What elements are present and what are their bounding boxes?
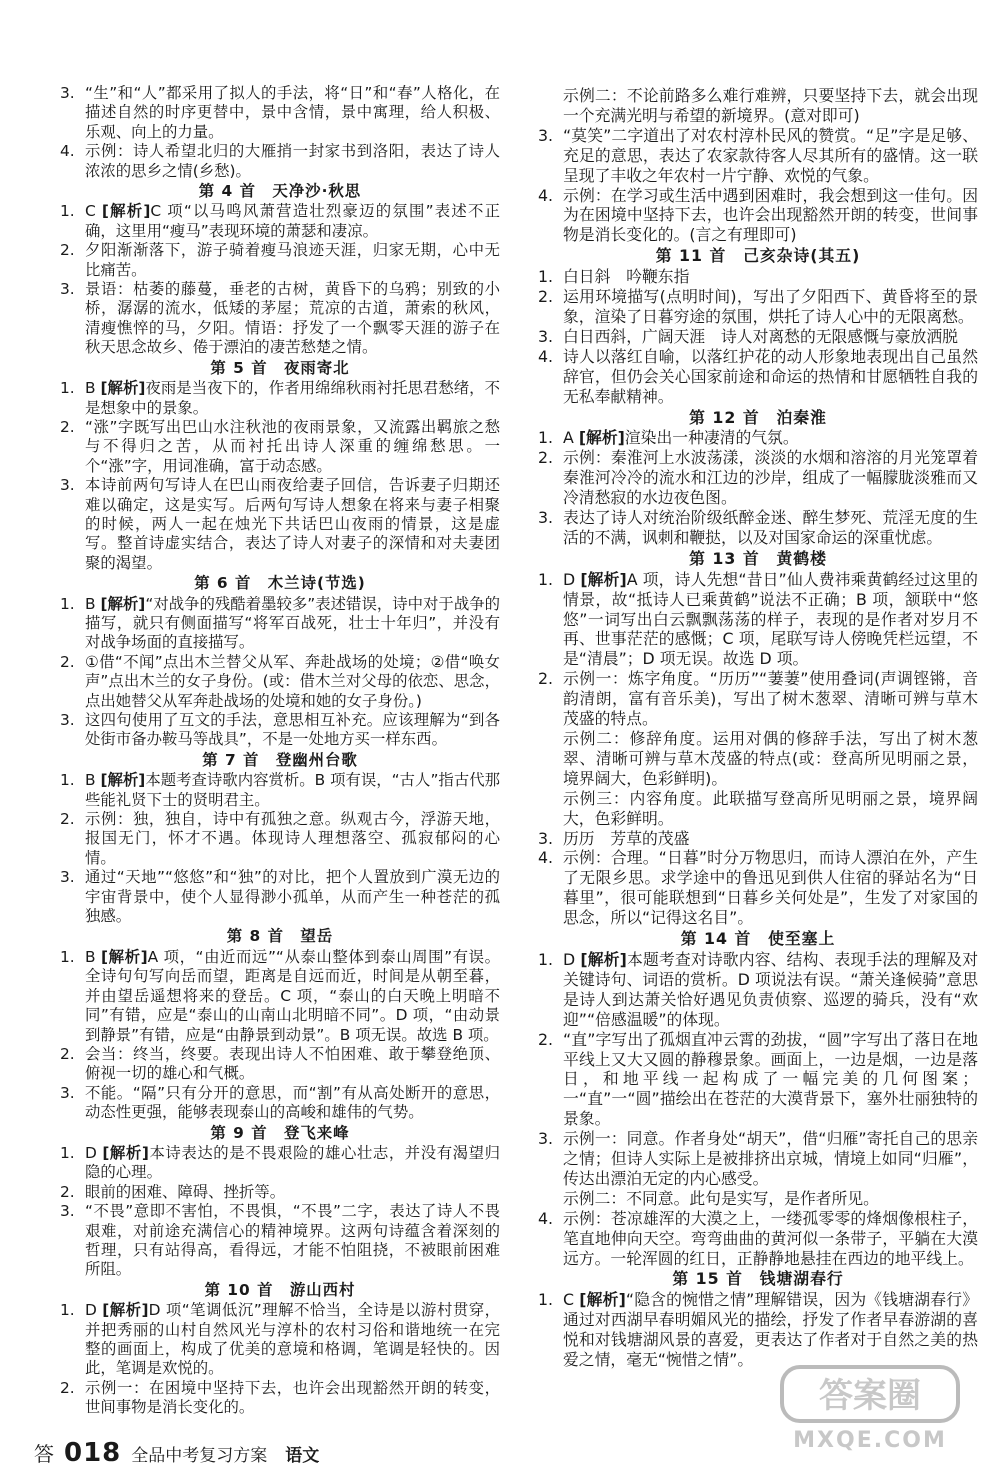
choice-answer: B (85, 947, 102, 966)
answer-item (60, 1183, 500, 1202)
item-text: 示例：秦淮河上水波荡漾，淡淡的水烟和溶溶的月光笼罩着秦淮河冷冷的流水和江边的沙岸，组成了一幅朦胧淡雅而又冷清愁寂的水边夜色图。 (563, 448, 978, 508)
item-number: 3. (60, 1083, 75, 1102)
answer-item (60, 379, 500, 418)
item-text: 示例：合理。“日暮”时分万物思归，而诗人漂泊在外，产生了无限乡思。求学途中的鲁迅见到供人住宿的驿站名为“日暮里”，很可能联想到“日暮乡关何处是”，生发了对家国的思念，所以“记得这名目”。 (563, 848, 978, 928)
item-number: 1. (538, 569, 554, 589)
answer-continuation: 示例二：不同意。此句是实写，是作者所见。 (563, 1188, 879, 1208)
section-heading: 第 4 首 天净沙·秋思 (198, 182, 362, 201)
answer-item (538, 829, 978, 849)
answer-item (538, 848, 978, 928)
section-heading: 第 9 首 登飞来峰 (210, 1123, 350, 1142)
item-number: 2. (60, 1044, 75, 1063)
item-text: 示例一：同意。作者身处“胡天”，借“归雁”寄托自己的思亲之情；但诗人实际上是被排挤出京城，情境上如同“归雁”，传达出漂泊无定的内心感受。 (563, 1129, 978, 1188)
item-text: 诗人以落红自喻，以落红护花的动人形象地表现出自己虽然辞官，但仍会关心国家前途和命运的热情和甘愿牺牲自我的无私奉献精神。 (563, 346, 978, 406)
item-text: “直”字写出了孤烟直冲云霄的劲拔，“圆”字写出了落日在地平线上又大又圆的静穆景象。画面上，一边是烟，一边是落日，和地平线一起构成了一幅完美的几何图案；一“直”一“圆”描绘出在苍茫的大漠背景下，塞外壮丽独特的景象。 (563, 1029, 978, 1129)
page-footer (34, 1438, 319, 1468)
choice-answer: D (85, 1143, 103, 1162)
item-number: 1. (538, 428, 554, 448)
item-text: 示例一：炼字角度。“历历”“萋萋”使用叠词(声调铿锵，音韵清朗，富有音乐美)，写出了树木葱翠、清晰可辨与草木茂盛的特点。 (563, 669, 978, 729)
item-text: 渲染出一种凄清的气氛。 (624, 428, 799, 448)
watermark-logo-icon (764, 1361, 974, 1457)
item-text: “对战争的残酷着墨较多”表述错误，诗中对于战争的描写，就只有侧面描写“将军百战死，壮士十年归”，并没有对战争场面的直接描写。 (85, 594, 501, 652)
section-heading: 第 5 首 夜雨寄北 (210, 358, 350, 377)
item-text: 本题考查诗歌内容赏析。B 项有误，“古人”指古代那些能礼贤下士的贤明君主。 (85, 771, 500, 809)
item-text: 不能。“隔”只有分开的意思，而“割”有从高处断开的意思，动态性更强，能够表现泰山的高峻和雄伟的气势。 (85, 1083, 500, 1122)
item-text: D 项“笔调低沉”理解不恰当，全诗是以游村贯穿，并把秀丽的山村自然风光与淳朴的农村习俗和谐地统一在完整的画面上，构成了优美的意境和格调，笔调是轻快的。因此，笔调是欢悦的。 (85, 1301, 500, 1378)
choice-answer: D (563, 569, 581, 589)
analysis-tag: [解析] (102, 1143, 149, 1162)
section-heading: 第 11 首 己亥杂诗(其五) (655, 246, 861, 266)
choice-answer: B (85, 594, 101, 613)
item-number: 4. (60, 142, 75, 161)
answer-item (538, 347, 978, 407)
item-text: 示例一：在困境中坚持下去，也许会出现豁然开朗的转变，世间事物是消长变化的。 (85, 1378, 500, 1417)
answer-item (60, 280, 500, 358)
answer-item (538, 508, 978, 548)
analysis-tag: [解析] (580, 569, 627, 589)
item-text: 本诗表达的是不畏艰险的雄心壮志，并没有渴望归隐的心理。 (85, 1143, 500, 1182)
item-number: 1. (60, 947, 75, 966)
item-text: 示例：苍凉雄浑的大漠之上，一缕孤零零的烽烟像根柱子，笔直地伸向天空。弯弯曲曲的黄河似一条带子，平躺在大漠远方。一轮浑圆的红日，正静静地悬挂在西边的地平线上。 (563, 1208, 978, 1268)
item-number: 3. (538, 125, 554, 145)
answer-item (60, 1084, 500, 1123)
watermark-text: 答案圈 (819, 1376, 921, 1416)
item-number: 1. (60, 202, 75, 221)
item-text: 眼前的困难、障碍、挫折等。 (85, 1182, 286, 1201)
item-text: 通过“天地”“悠悠”和“独”的对比，把个人置放到广漠无边的宇宙背景中，使个人显得渺小孤单，从而产生一种苍茫的孤独感。 (85, 868, 500, 926)
answer-item (60, 202, 500, 241)
item-number: 2. (538, 287, 554, 307)
item-text: 表达了诗人对统治阶级纸醉金迷、醉生梦死、荒淫无度的生活的不满，讽刺和鞭挞，以及对国家命运的深重忧虑。 (563, 508, 978, 547)
analysis-tag: [解析] (579, 1290, 626, 1310)
item-number: 4. (538, 346, 554, 366)
item-text: A 项，诗人先想“昔日”仙人费祎乘黄鹤经过这里的情景，故“抵诗人已乘黄鹤”说法不正确；B 项，颔联中“悠悠”一词写出白云飘飘荡荡的样子，表现的是作者对岁月不再、世事茫茫的感慨；C 项，尾联写诗人傍晚凭栏远望，不是“清晨”；D 项无误。故选 D 项。 (563, 569, 978, 669)
analysis-tag: [解析] (101, 202, 151, 221)
analysis-tag: [解析] (578, 428, 625, 448)
answer-item (60, 1144, 500, 1183)
answer-item (60, 1379, 500, 1418)
item-text: 白日西斜，广阔天涯 诗人对离愁的无限感慨与豪放洒脱 (563, 326, 958, 346)
item-number: 2. (60, 810, 75, 829)
answer-item (60, 868, 500, 926)
answer-item (60, 653, 500, 711)
answer-item (538, 570, 978, 670)
item-number: 3. (60, 84, 75, 102)
answer-item (60, 142, 500, 181)
item-number: 2. (60, 652, 75, 671)
item-number: 4. (538, 848, 554, 868)
item-number: 3. (60, 280, 75, 299)
item-text: “不畏”意即不害怕，不畏惧，“不畏”二字，表达了诗人不畏艰难，对前途充满信心的精神境界。这两句诗蕴含着深刻的哲理，只有站得高，看得远，才能不怕阻挠，不被眼前困难所阻。 (85, 1202, 500, 1279)
answer-item (60, 810, 500, 868)
section-heading: 第 10 首 游山西村 (204, 1280, 356, 1299)
answer-continuation: 示例二：修辞角度。运用对偶的修辞手法，写出了树木葱翠、清晰可辨与草木茂盛的特点(或：登高所见明丽之景，境界阔大，色彩鲜明)。 (563, 729, 978, 788)
item-text: 历历 芳草的茂盛 (563, 828, 690, 848)
answer-item (60, 241, 500, 280)
item-number: 1. (538, 949, 554, 969)
item-text: 夜雨是当夜下的，作者用绵绵秋雨衬托思君愁绪，不是想象中的景象。 (85, 379, 500, 417)
answer-item (538, 287, 978, 327)
page-number: 018 (64, 1438, 122, 1468)
item-number: 2. (60, 1378, 75, 1397)
watermark-url: MXQE.COM (793, 1428, 947, 1453)
answer-item (538, 1290, 978, 1370)
answer-item (60, 948, 500, 1045)
answer-continuation: 示例二：不论前路多么难行难辨，只要坚持下去，就会出现一个充满光明与希望的新境界。(意对即可) (563, 86, 978, 125)
section-heading: 第 13 首 黄鹤楼 (689, 548, 827, 568)
item-text: C 项“以马鸣风萧营造壮烈豪迈的氛围”表述不正确，这里用“瘦马”表现环境的萧瑟和凄凉。 (85, 202, 500, 240)
item-number: 4. (538, 1208, 554, 1228)
footer-answer-mark: 答 (34, 1442, 54, 1466)
choice-answer: C (563, 1290, 580, 1310)
item-text: “莫笑”二字道出了对农村淳朴民风的赞赏。“足”字是足够、充足的意思，表达了农家款待客人尽其所有的盛情。这一联呈现了丰收之年农村一片宁静、欢悦的气象。 (563, 125, 978, 185)
section-heading: 第 15 首 钱塘湖春行 (672, 1269, 844, 1289)
analysis-tag: [解析] (100, 379, 146, 398)
section-heading: 第 12 首 泊秦淮 (689, 407, 827, 427)
answer-item (60, 595, 500, 653)
analysis-tag: [解析] (580, 949, 627, 969)
item-number: 2. (538, 448, 554, 468)
item-text: “生”和“人”都采用了拟人的手法，将“日”和“春”人格化，在描述自然的时序更替中，景中含情，景中寓理，给人积极、乐观、向上的力量。 (85, 84, 500, 141)
item-number: 3. (538, 508, 554, 528)
subject-label: 语文 (285, 1446, 320, 1466)
item-number: 2. (538, 1029, 554, 1049)
left-column (60, 84, 500, 1418)
item-number: 1. (60, 1301, 75, 1320)
answer-item (538, 950, 978, 1030)
choice-answer: D (85, 1301, 103, 1320)
item-number: 2. (60, 417, 75, 436)
analysis-tag: [解析] (100, 594, 146, 613)
answer-item (538, 186, 978, 246)
analysis-tag: [解析] (102, 1301, 149, 1320)
answer-item (60, 418, 500, 476)
item-text: “涨”字既写出巴山水注秋池的夜雨景象，又流露出羁旅之愁与不得归之苦，从而衬托出诗人深重的缠绵愁思。一个“涨”字，用词准确，富于动态感。 (85, 417, 500, 475)
analysis-tag: [解析] (100, 771, 146, 790)
answer-item (538, 1129, 978, 1189)
item-number: 2. (60, 1182, 75, 1201)
item-number: 3. (60, 868, 75, 887)
choice-answer: D (563, 949, 581, 969)
choice-answer: B (85, 379, 101, 398)
answer-item (60, 1202, 500, 1280)
section-heading: 第 14 首 使至塞上 (680, 929, 836, 949)
item-text: 这四句使用了互文的手法，意思相互补充。应该理解为“到各处街市备办鞍马等战具”，不是一处地方买一样东西。 (85, 711, 500, 749)
answer-item (538, 267, 978, 287)
section-heading: 第 8 首 望岳 (226, 927, 334, 946)
answer-item (538, 669, 978, 729)
choice-answer: C (85, 202, 102, 221)
section-heading: 第 7 首 登幽州台歌 (202, 750, 358, 769)
answer-item (60, 476, 500, 573)
answer-continuation: 示例三：内容角度。此联描写登高所见明丽之景，境界阔大，色彩鲜明。 (563, 788, 978, 828)
item-number: 1. (60, 379, 75, 398)
book-title: 全品中考复习方案 (131, 1446, 268, 1466)
answer-item (538, 428, 978, 448)
item-text: “隐含的惋惜之情”理解错误，因为《钱塘湖春行》通过对西湖早春明媚风光的描绘，抒发了作者早春游湖的喜悦和对钱塘湖风景的喜爱，更表达了作者对于自然之美的热爱之情，毫无“惋惜之情”。 (563, 1290, 978, 1370)
answer-item (60, 1045, 500, 1084)
item-text: ①借“不闻”点出木兰替父从军、奔赴战场的处境；②借“唤女声”点出木兰的女子身份。(或：借木兰对父母的依恋、思念，点出她替父从军奔赴战场的处境和她的女子身份。) (85, 652, 500, 710)
item-number: 3. (60, 476, 75, 495)
answer-item (538, 327, 978, 347)
answer-item (538, 126, 978, 186)
item-number: 4. (538, 185, 554, 205)
answer-item (60, 84, 500, 142)
item-text: 景语：枯萎的藤蔓，垂老的古树，黄昏下的乌鸦；别致的小桥，潺潺的流水，低矮的茅屋；荒凉的古道，萧索的秋风，清瘦憔悴的马，夕阳。情语：抒发了一个飘零天涯的游子在秋天思念故乡、倦于漂泊的凄苦愁楚之情。 (85, 280, 500, 357)
item-text: 示例：诗人希望北归的大雁捎一封家书到洛阳，表达了诗人浓浓的思乡之情(乡愁)。 (85, 142, 500, 180)
item-number: 3. (60, 711, 75, 729)
answer-item (60, 1301, 500, 1379)
answer-item (60, 711, 500, 750)
answer-item (60, 771, 500, 810)
item-number: 2. (60, 241, 75, 260)
item-text: 示例：在学习或生活中遇到困难时，我会想到这一佳句。因为在困境中坚持下去，也许会出现豁然开朗的转变，世间事物是消长变化的。(言之有理即可) (563, 185, 978, 245)
item-number: 1. (60, 1143, 75, 1162)
item-text: A 项，“由近而远”“从泰山整体到泰山周围”有误。全诗句句写向岳而望，距离是自远而近，时间是从朝至暮，并由望岳遥想将来的登岳。C 项，“泰山的白天晚上明暗不同”有错，应是“泰山的山南山北明暗不同”。D 项，“由动景到静景”有错，应是“由静景到动景”。B 项无误。故选 B 项。 (85, 947, 500, 1044)
answer-item (538, 448, 978, 508)
item-text: 本诗前两句写诗人在巴山雨夜给妻子回信，告诉妻子归期还难以确定，这是实写。后两句写诗人想象在将来与妻子相聚的时候，两人一起在烛光下共话巴山夜雨的情景，这是虚写。整首诗虚实结合，表达了诗人对妻子的深情和对夫妻团聚的渴望。 (85, 476, 500, 572)
item-text: 会当：终当，终要。表现出诗人不怕困难、敢于攀登绝顶、俯视一切的雄心和气概。 (85, 1044, 500, 1083)
item-number: 3. (538, 1129, 554, 1149)
item-number: 3. (538, 326, 554, 346)
item-text: 示例：独，独自，诗中有孤独之意。纵观古今，浮游天地，报国无门，怀才不遇。体现诗人理想落空、孤寂郁闷的心情。 (85, 810, 500, 867)
item-text: 夕阳渐渐落下，游子骑着瘦马浪迹天涯，归家无期，心中无比痛苦。 (85, 241, 500, 279)
item-number: 3. (538, 828, 554, 848)
section-heading: 第 6 首 木兰诗(节选) (194, 574, 366, 593)
item-text: 本题考查对诗歌内容、结构、表现手法的理解及对关键诗句、词语的赏析。D 项说法有误。“萧关逢候骑”意思是诗人到达萧关恰好遇见负责侦察、巡逻的骑兵，没有“欢迎”“倍感温暖”的体现。 (563, 949, 978, 1029)
item-number: 2. (538, 669, 554, 689)
item-number: 3. (60, 1202, 75, 1221)
item-number: 1. (538, 1290, 554, 1310)
answer-item (538, 1209, 978, 1269)
answer-item (538, 1030, 978, 1130)
item-number: 1. (60, 771, 75, 790)
choice-answer: B (85, 771, 101, 790)
item-number: 1. (538, 267, 554, 287)
choice-answer: A (563, 428, 579, 448)
item-text: 白日斜 吟鞭东指 (563, 267, 690, 287)
analysis-tag: [解析] (101, 947, 148, 966)
item-number: 1. (60, 594, 75, 613)
item-text: 运用环境描写(点明时间)，写出了夕阳西下、黄昏将至的景象，渲染了日暮穷途的氛围，烘托了诗人心中的无限离愁。 (563, 287, 978, 326)
right-column (538, 86, 978, 1370)
